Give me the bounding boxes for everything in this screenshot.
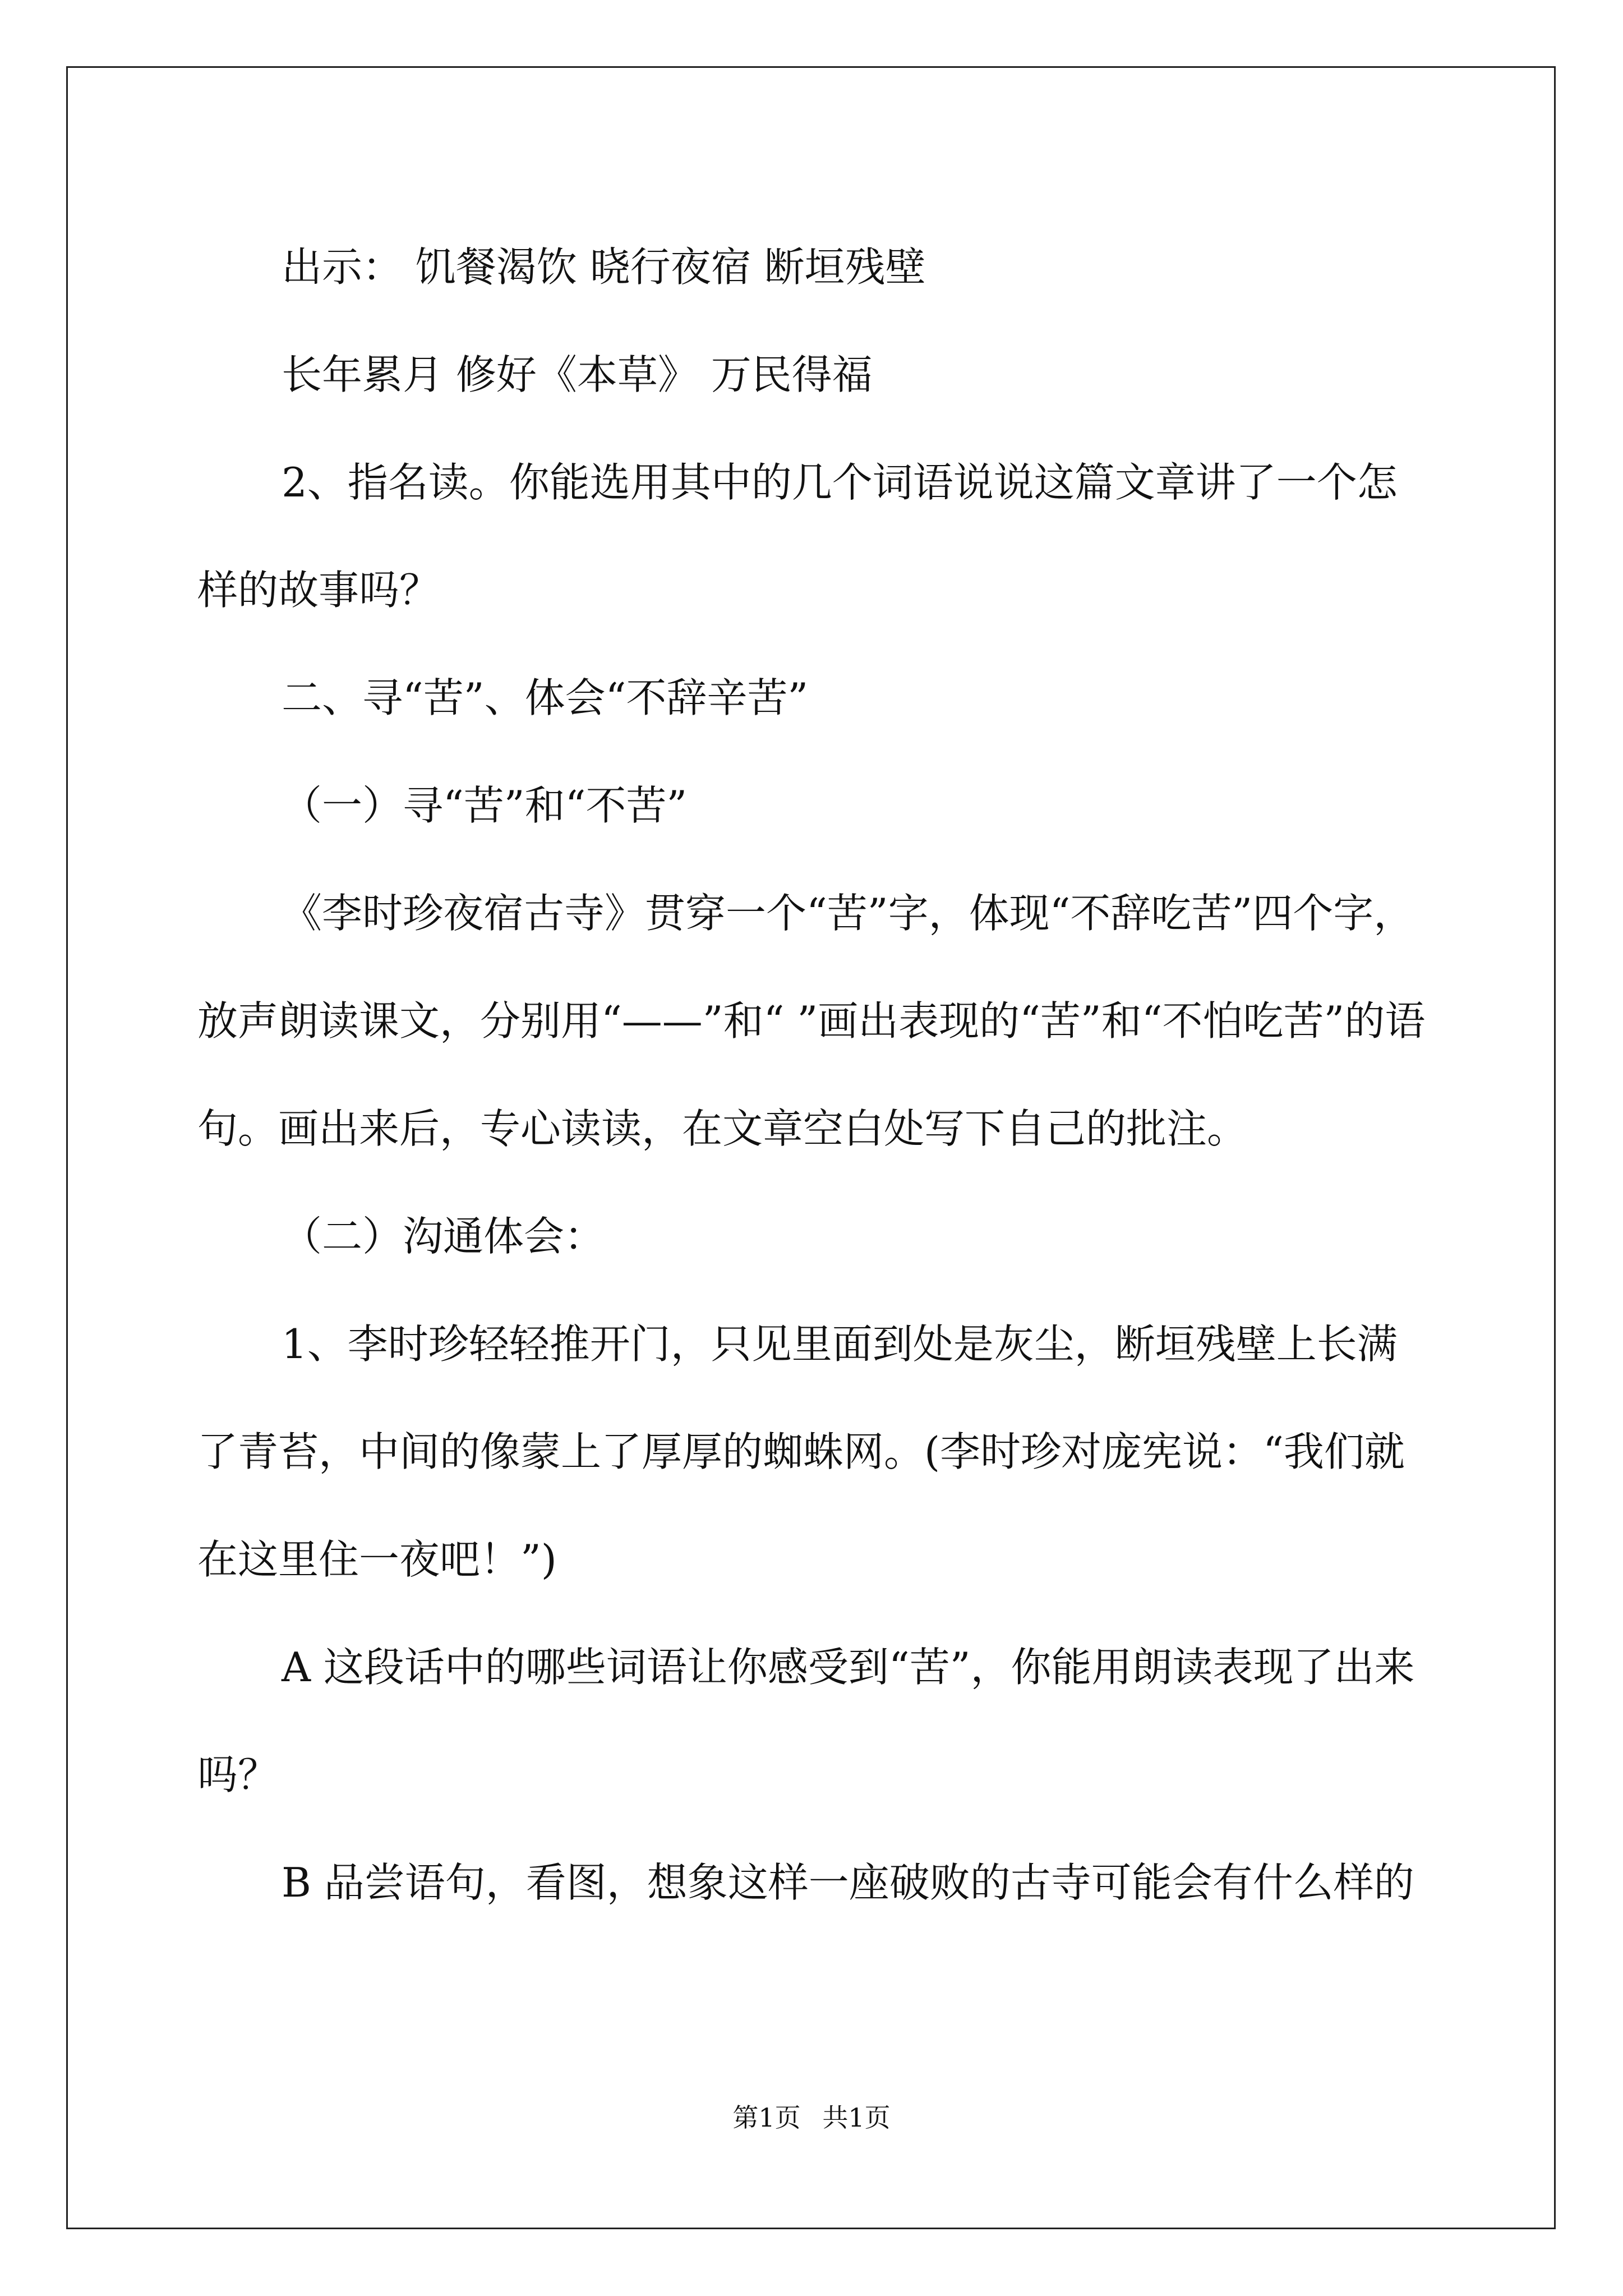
- paragraph-3: 2、指名读。你能选用其中的几个词语说说这篇文章讲了一个怎样的故事吗？: [197, 459, 1398, 614]
- paragraph-1: 出示： 饥餐渴饮 晓行夜宿 断垣残壁: [282, 243, 926, 291]
- paragraph-9: A 这段话中的哪些词语让你感受到“苦”，你能用朗读表现了出来吗？: [197, 1644, 1415, 1798]
- paragraph-10: B 品尝语句，看图，想象这样一座破败的古寺可能会有什么样的: [282, 1859, 1414, 1906]
- paragraph-6: 《李时珍夜宿古寺》贯穿一个“苦”字，体现“不辞吃苦”四个字，放声朗读课文，分别用“——”和“ ”画出表现的“苦”和“不怕吃苦”的语句。画出来后，专心读读，在文章空白处写下自己的批注。: [197, 890, 1426, 1152]
- paragraph-8: 1、李时珍轻轻推开门，只见里面到处是灰尘，断垣残壁上长满了青苔，中间的像蒙上了厚厚的蜘蛛网。(李时珍对庞宪说：“我们就在这里住一夜吧！”): [197, 1320, 1405, 1583]
- document-body: [197, 213, 1428, 1936]
- paragraph-2: 长年累月 修好《本草》 万民得福: [282, 351, 873, 398]
- subsection-heading-2: （二）沟通体会：: [282, 1213, 605, 1260]
- page-number: 第1页: [732, 2102, 801, 2133]
- section-heading-2: 二、寻“苦”、体会“不辞辛苦”: [282, 674, 809, 721]
- page-total: 共1页: [822, 2102, 891, 2133]
- subsection-heading-1: （一）寻“苦”和“不苦”: [282, 782, 688, 829]
- page-footer: [0, 2101, 1623, 2134]
